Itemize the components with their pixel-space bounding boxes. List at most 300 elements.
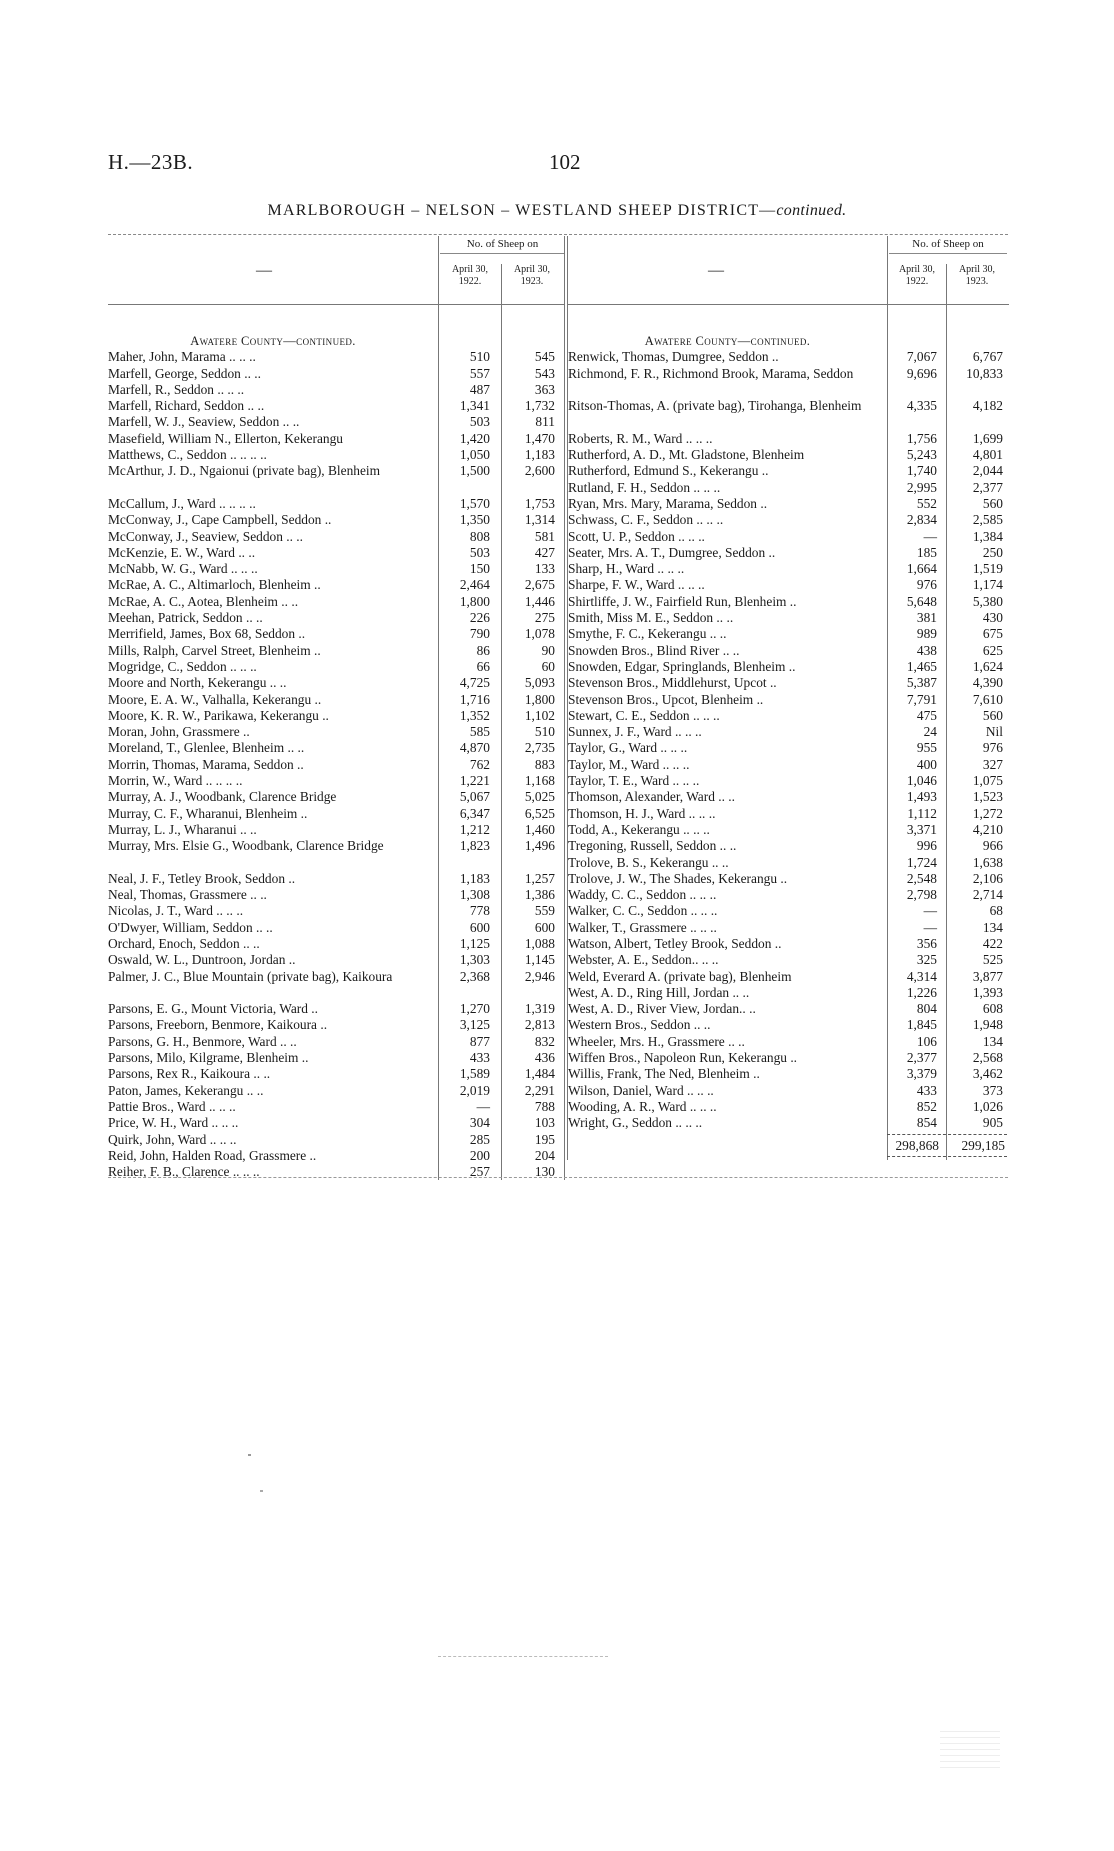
sheep-1922-value: — [923,903,937,919]
holder-name: Parsons, Milo, Kilgrame, Blenheim .. [108,1050,309,1066]
sheep-1922-value: 790 [469,626,490,642]
holder-name: Snowden, Edgar, Springlands, Blenheim .. [568,658,796,674]
table-row [108,561,565,577]
scan-speck [260,1490,263,1492]
header-divider [501,264,502,304]
sheep-1922-value: 1,112 [907,805,937,821]
sheep-1923-value: 883 [534,756,555,772]
sheep-1923-value: 1,624 [972,658,1003,674]
table-row [108,529,565,545]
table-row [108,675,565,691]
sheep-1922-value: 778 [469,903,490,919]
sheep-1923-value: 1,519 [972,561,1003,577]
table-row [108,545,565,561]
sheep-1923-value: 436 [534,1050,555,1066]
sheep-1922-value: 877 [469,1033,490,1049]
sheep-1922-value: 2,995 [906,479,937,495]
sheep-1922-value: 854 [916,1115,937,1131]
holder-name: Stevenson Bros., Upcot, Blenheim .. [568,691,764,707]
sheep-1923-value: 60 [541,658,555,674]
sheep-1922-value: 600 [469,919,490,935]
sheep-1923-value: 2,585 [972,512,1003,528]
holder-name: Morrin, W., Ward .. .. .. .. [108,773,243,789]
sheep-1923-value: 976 [982,740,1003,756]
table-row [568,985,1009,1001]
sheep-1922-value: 200 [469,1147,490,1163]
sheep-1922-value: 585 [469,724,490,740]
sheep-1922-value: 1,465 [906,658,937,674]
holder-name: Wilson, Daniel, Ward .. .. .. [568,1082,714,1098]
sheep-1923-value: 1,446 [524,593,555,609]
sheep-1923-value: 2,106 [972,870,1003,886]
table-row [568,1017,1009,1033]
holder-name: Moore, K. R. W., Parikawa, Kekerangu .. [108,707,329,723]
sheep-1922-value: 804 [916,1001,937,1017]
holder-name: McNabb, W. G., Ward .. .. .. [108,561,258,577]
table-row [568,936,1009,952]
sheep-1922-value: 1,226 [906,984,937,1000]
holder-name: Seater, Mrs. A. T., Dumgree, Seddon .. [568,544,776,560]
table-row [108,366,565,382]
sheep-1923-value: 2,714 [972,887,1003,903]
sheep-1923-value: 4,210 [972,821,1003,837]
sheep-1922-value: 400 [916,756,937,772]
holder-name: Wooding, A. R., Ward .. .. .. [568,1098,717,1114]
holder-name: Richmond, F. R., Richmond Brook, Marama, Seddon [568,365,854,381]
table-row [108,936,565,952]
table-row [108,757,565,773]
sheep-1923-value: 525 [982,952,1003,968]
holder-name: Nicolas, J. T., Ward .. .. .. [108,903,244,919]
holder-name: Meehan, Patrick, Seddon .. .. [108,610,263,626]
holder-name: McArthur, J. D., Ngaionui (private bag), Blenheim [108,463,381,479]
holder-name: Shirtliffe, J. W., Fairfield Run, Blenheim .. [568,593,797,609]
sheep-1922-value: 503 [469,544,490,560]
sheep-1923-value: 2,377 [972,479,1003,495]
top-rule [108,234,1008,235]
holder-name: Weld, Everard A. (private bag), Blenheim [568,968,792,984]
sheep-1923-value: 373 [982,1082,1003,1098]
holder-name: Morrin, Thomas, Marama, Seddon .. [108,756,304,772]
table-row [108,871,565,887]
holder-name: Merrifield, James, Box 68, Seddon .. [108,626,306,642]
sheep-1923-value: 1,314 [524,512,555,528]
table-row [568,920,1009,936]
sheep-1923-value: 2,946 [524,968,555,984]
sheep-1923-value: 811 [535,414,555,430]
table-row [568,594,1009,610]
sheep-1922-value: 1,341 [459,398,490,414]
title-suffix: continued. [776,202,847,219]
sheep-1922-value: 503 [469,414,490,430]
sheep-1922-value: 1,352 [459,707,490,723]
sheep-1923-value: 363 [534,381,555,397]
sheep-1923-value: 1,732 [524,398,555,414]
sheep-1922-value: 1,308 [459,887,490,903]
sheep-1923-value: 422 [982,935,1003,951]
sheep-1923-value: 600 [534,919,555,935]
table-row [108,822,565,838]
holder-name: Price, W. H., Ward .. .. .. [108,1115,239,1131]
holder-name: Neal, J. F., Tetley Brook, Seddon .. [108,870,296,886]
sheep-1923-value: 2,735 [524,740,555,756]
table-row [568,1001,1009,1017]
holder-name: O'Dwyer, William, Seddon .. .. [108,919,273,935]
sheep-1923-value: 559 [534,903,555,919]
section-heading-text: Awatere County—continued. [190,334,356,348]
table-row [108,1001,565,1017]
sheep-1923-value: 130 [534,1164,555,1180]
holder-name: Murray, L. J., Wharanui .. .. [108,821,257,837]
table-row [568,806,1009,822]
table-row [568,1099,1009,1115]
section-heading [108,333,438,349]
holder-name: Todd, A., Kekerangu .. .. .. [568,821,710,837]
col-1923-header: April 30, 1923. [958,264,996,287]
holder-name: Watson, Albert, Tetley Brook, Seddon .. [568,935,782,951]
holder-name: McConway, J., Seaview, Seddon .. .. [108,528,304,544]
holder-name: Moreland, T., Glenlee, Blenheim .. .. [108,740,305,756]
left-table-header [108,236,565,305]
holder-name: Reid, John, Halden Road, Grassmere .. [108,1147,317,1163]
sheep-1923-value: 134 [982,919,1003,935]
sheep-1923-value: 1,168 [524,773,555,789]
table-row [568,969,1009,985]
holder-name: Parsons, G. H., Benmore, Ward .. .. [108,1033,297,1049]
sheep-1923-value: 1,386 [524,887,555,903]
sheep-1923-value: 6,767 [972,349,1003,365]
table-row [568,1050,1009,1066]
table-row [108,577,565,593]
sheep-1922-value: 257 [469,1164,490,1180]
table-row [108,969,565,1002]
table-row [108,431,565,447]
holder-name: Wright, G., Seddon .. .. .. [568,1115,703,1131]
sheep-1922-value: 1,350 [459,512,490,528]
sheep-1922-value: 24 [923,724,937,740]
sheep-1922-value: 285 [469,1131,490,1147]
holder-name: Sharpe, F. W., Ward .. .. .. [568,577,705,593]
holder-name: Matthews, C., Seddon .. .. .. .. [108,447,267,463]
header-divider [438,236,439,304]
sheep-1923-value: 3,462 [972,1066,1003,1082]
sheep-1922-value: 3,125 [459,1017,490,1033]
table-row [568,529,1009,545]
table-row [108,414,565,430]
sheep-1923-value: 2,813 [524,1017,555,1033]
table-row [108,512,565,528]
holder-name: Waddy, C. C., Seddon .. .. .. [568,887,717,903]
table-row [108,447,565,463]
right-table-body [568,305,1009,1160]
sheep-1923-value: 427 [534,544,555,560]
sheep-1922-value: 5,648 [906,593,937,609]
sheep-1923-value: 327 [982,756,1003,772]
sheep-1923-value: 545 [534,349,555,365]
holder-name: McConway, J., Cape Campbell, Seddon .. [108,512,332,528]
holder-name: McKenzie, E. W., Ward .. .. [108,544,256,560]
table-row [568,447,1009,463]
sheep-1923-value: 510 [534,724,555,740]
sheep-1922-value: — [923,919,937,935]
sheep-1923-value: 625 [982,642,1003,658]
sheep-1922-value: 1,756 [906,430,937,446]
sheep-count-group-header: No. of Sheep on [889,238,1007,254]
holder-name: Mogridge, C., Seddon .. .. .. [108,658,257,674]
sheep-1922-value: 1,183 [459,870,490,886]
sheep-1922-value: 989 [916,626,937,642]
total-1922-value: 298,868 [895,1137,939,1153]
holder-name: Quirk, John, Ward .. .. .. [108,1131,237,1147]
name-column-header: — [708,262,724,279]
table-row [108,382,565,398]
sheep-1922-value: 487 [469,381,490,397]
holder-name: Walker, C. C., Seddon .. .. .. [568,903,718,919]
holder-name: Parsons, E. G., Mount Victoria, Ward .. [108,1001,318,1017]
table-row [568,480,1009,496]
table-row [568,675,1009,691]
holder-name: Stewart, C. E., Seddon .. .. .. [568,707,720,723]
table-row [108,463,565,496]
sheep-1922-value: 557 [469,365,490,381]
sheep-1922-value: 66 [476,658,490,674]
sheep-1922-value: 1,050 [459,447,490,463]
sheep-1923-value: 4,182 [972,398,1003,414]
total-1923-value: 299,185 [961,1137,1005,1153]
table-row [108,903,565,919]
sheep-1923-value: 5,025 [524,789,555,805]
sheep-1922-value: — [476,1098,490,1114]
sheep-1923-value: Nil [985,724,1003,740]
sheep-1923-value: 1,183 [524,447,555,463]
table-row [568,871,1009,887]
holder-name: Ritson-Thomas, A. (private bag), Tirohanga, Blenheim [568,398,862,414]
sheep-1923-value: 2,044 [972,463,1003,479]
sheep-1922-value: 356 [916,935,937,951]
holder-name: Renwick, Thomas, Dumgree, Seddon .. [568,349,779,365]
sheep-1923-value: 1,026 [972,1098,1003,1114]
sheep-1922-value: 325 [916,952,937,968]
sheep-1922-value: 1,664 [906,561,937,577]
sheep-1922-value: 1,303 [459,952,490,968]
sheep-1922-value: 1,716 [459,691,490,707]
sheep-1923-value: 560 [982,707,1003,723]
table-row [568,1034,1009,1050]
table-row [108,643,565,659]
table-row [108,610,565,626]
sheep-1922-value: 1,823 [459,838,490,854]
table-row [108,659,565,675]
table-row [568,708,1009,724]
sheep-1923-value: 2,675 [524,577,555,593]
table-row [568,740,1009,756]
holder-name: Smythe, F. C., Kekerangu .. .. [568,626,727,642]
holder-name: McRae, A. C., Aotea, Blenheim .. .. [108,593,299,609]
holder-name: Smith, Miss M. E., Seddon .. .. [568,610,734,626]
sheep-1923-value: 430 [982,610,1003,626]
table-row [568,626,1009,642]
sheep-1923-value: 250 [982,544,1003,560]
sheep-1922-value: 1,845 [906,1017,937,1033]
sheep-1922-value: 7,791 [906,691,937,707]
table-row [568,463,1009,479]
table-row [108,349,565,365]
sheep-1923-value: 543 [534,365,555,381]
sheep-1923-value: 4,801 [972,447,1003,463]
name-column-header: — [256,262,272,279]
sheep-1922-value: 955 [916,740,937,756]
sheep-1923-value: 905 [982,1115,1003,1131]
holder-name: Maher, John, Marama .. .. .. [108,349,256,365]
holder-name: Snowden Bros., Blind River .. .. [568,642,740,658]
sheep-1923-value: 195 [534,1131,555,1147]
table-row [568,496,1009,512]
table-row [108,1099,565,1115]
sheep-1922-value: 438 [916,642,937,658]
table-row [568,366,1009,399]
table-row [568,1115,1009,1131]
holder-name: Moran, John, Grassmere .. [108,724,250,740]
sheep-1922-value: 852 [916,1098,937,1114]
sheep-1922-value: 150 [469,561,490,577]
sheep-1922-value: 762 [469,756,490,772]
table-row [108,952,565,968]
table-row [568,789,1009,805]
sheep-1923-value: 560 [982,495,1003,511]
sheep-1922-value: 996 [916,838,937,854]
holder-name: Willis, Frank, The Ned, Blenheim .. [568,1066,760,1082]
sheep-1922-value: 7,067 [906,349,937,365]
sheep-1923-value: 1,393 [972,984,1003,1000]
sheep-1923-value: 1,145 [524,952,555,968]
holder-name: Schwass, C. F., Seddon .. .. .. [568,512,724,528]
holder-name: Paton, James, Kekerangu .. .. [108,1082,264,1098]
sheep-1922-value: 5,243 [906,447,937,463]
sheep-1923-value: 5,380 [972,593,1003,609]
holder-name: Thomson, Alexander, Ward .. .. [568,789,735,805]
sheep-1923-value: 1,272 [972,805,1003,821]
col-1922-header: April 30, 1922. [451,264,489,287]
sheep-1923-value: 2,600 [524,463,555,479]
sheep-1922-value: 4,870 [459,740,490,756]
table-row [108,496,565,512]
sheep-1922-value: 1,800 [459,593,490,609]
sheep-1923-value: 275 [534,610,555,626]
sheep-1922-value: 5,387 [906,675,937,691]
table-row [108,1083,565,1099]
page-header [108,150,1008,180]
holder-name: Murray, Mrs. Elsie G., Woodbank, Clarence Bridge [108,838,384,854]
sheep-1923-value: 1,075 [972,773,1003,789]
sheep-1923-value: 2,291 [524,1082,555,1098]
holder-name: West, A. D., River View, Jordan.. .. [568,1001,756,1017]
sheep-1922-value: 1,493 [906,789,937,805]
right-table [567,236,1009,1160]
table-row [108,1050,565,1066]
table-row [568,398,1009,431]
holder-name: Sharp, H., Ward .. .. .. [568,561,685,577]
sheep-1923-value: 3,877 [972,968,1003,984]
scan-speck [248,1454,251,1456]
holder-name: Palmer, J. C., Blue Mountain (private bag), Kaikoura [108,968,393,984]
title-main: MARLBOROUGH – NELSON – WESTLAND SHEEP DISTRICT— [267,202,777,219]
table-row [568,659,1009,675]
sheep-1922-value: 304 [469,1115,490,1131]
holder-name: Trolove, B. S., Kekerangu .. .. [568,854,729,870]
sheep-1922-value: 976 [916,577,937,593]
sheep-1923-value: 1,078 [524,626,555,642]
sheep-1922-value: — [923,528,937,544]
total-rule [887,1156,1007,1157]
sheep-1922-value: 1,570 [459,495,490,511]
sheep-1922-value: 4,725 [459,675,490,691]
sheep-1922-value: 2,834 [906,512,937,528]
holder-name: Masefield, William N., Ellerton, Kekerangu [108,430,343,446]
sheep-1923-value: 10,833 [966,365,1003,381]
sheep-1922-value: 433 [469,1050,490,1066]
header-divider [887,236,888,304]
table-row [108,1034,565,1050]
left-table-body [108,305,565,1180]
holder-name: Webster, A. E., Seddon.. .. .. [568,952,719,968]
sheep-1922-value: 475 [916,707,937,723]
holder-name: Rutherford, Edmund S., Kekerangu .. [568,463,769,479]
sheep-count-group-header: No. of Sheep on [440,238,565,254]
table-row [568,561,1009,577]
sheep-1923-value: 1,753 [524,495,555,511]
sheep-1923-value: 2,568 [972,1050,1003,1066]
sheep-1922-value: 9,696 [906,365,937,381]
sheep-1923-value: 1,948 [972,1017,1003,1033]
sheep-1922-value: 1,125 [459,935,490,951]
table-row [108,1017,565,1033]
holder-name: Thomson, H. J., Ward .. .. .. [568,805,716,821]
document-reference: H.—23B. [108,150,194,174]
sheep-1922-value: 106 [916,1033,937,1049]
holder-name: Moore and North, Kekerangu .. .. [108,675,287,691]
holder-name: Rutland, F. H., Seddon .. .. .. [568,479,721,495]
sheep-1923-value: 1,257 [524,870,555,886]
sheep-1922-value: 2,019 [459,1082,490,1098]
holder-name: Reiher, F. B., Clarence .. .. .. [108,1164,260,1180]
sheep-1923-value: 1,699 [972,430,1003,446]
holder-name: McCallum, J., Ward .. .. .. .. [108,495,256,511]
total-rule [887,1134,1007,1135]
sheep-1923-value: 1,638 [972,854,1003,870]
table-row [568,773,1009,789]
table-row [568,822,1009,838]
section-heading-text: Awatere County—continued. [644,334,811,348]
sheep-1923-value: 7,610 [972,691,1003,707]
table-row [108,1132,565,1148]
holder-name: Wheeler, Mrs. H., Grassmere .. .. [568,1033,745,1049]
table-row [108,740,565,756]
total-row [568,1132,1009,1160]
bottom-rule [108,1177,1008,1178]
sheep-1922-value: 552 [916,495,937,511]
sheep-1923-value: 133 [534,561,555,577]
sheep-1923-value: 1,460 [524,821,555,837]
holder-name: Sunnex, J. F., Ward .. .. .. [568,724,702,740]
sheep-1922-value: 3,379 [906,1066,937,1082]
sheep-1923-value: 966 [982,838,1003,854]
right-table-header [568,236,1009,305]
sheep-1922-value: 1,212 [459,821,490,837]
holder-name: West, A. D., Ring Hill, Jordan .. .. [568,984,750,1000]
sheep-1922-value: 1,270 [459,1001,490,1017]
holder-name: Marfell, George, Seddon .. .. [108,365,261,381]
table-row [108,708,565,724]
